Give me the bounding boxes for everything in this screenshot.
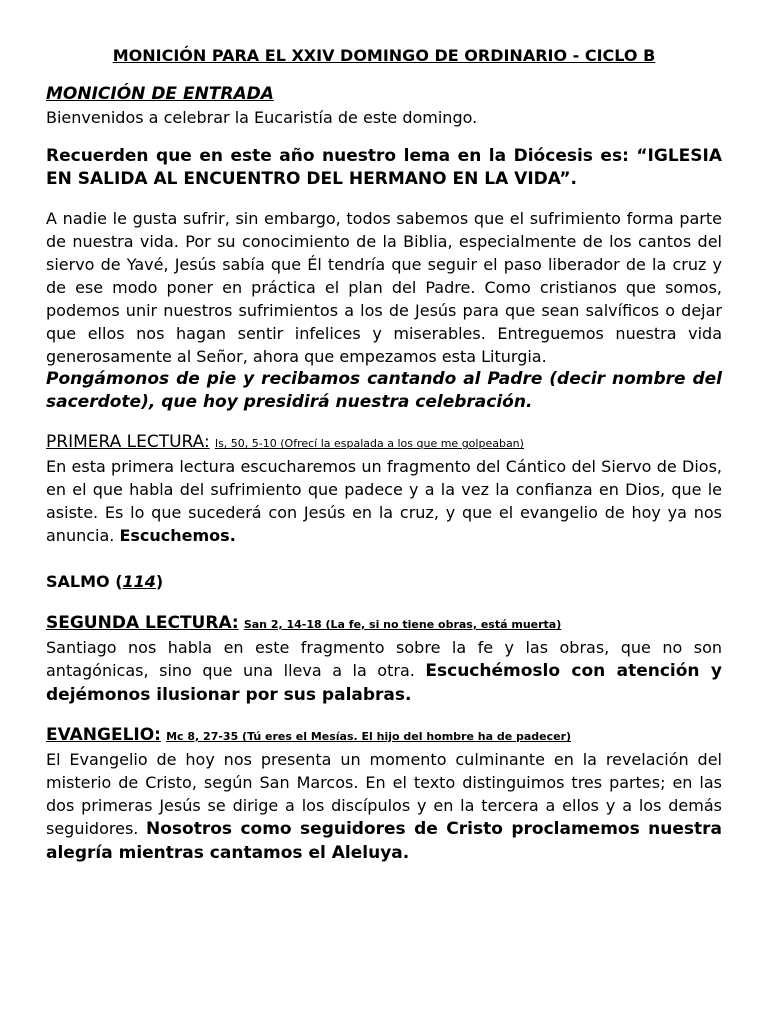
evangelio-reference: Mc 8, 27-35 (Tú eres el Mesías. El hijo del hombre ha de padecer) bbox=[166, 730, 572, 743]
evangelio-body-paragraph bbox=[46, 748, 722, 865]
document-title: MONICIÓN PARA EL XXIV DOMINGO DE ORDINARIO - CICLO B bbox=[112, 46, 656, 65]
entrada-invitation: Pongámonos de pie y recibamos cantando al Padre (decir nombre del sacerdote), que hoy presidirá nuestra celebración. bbox=[46, 369, 722, 412]
document-page bbox=[46, 44, 722, 865]
section-entrada bbox=[46, 83, 722, 414]
entrada-body: A nadie le gusta sufrir, sin embargo, todos sabemos que el sufrimiento forma parte de nuestra vida. Por su conocimiento de la Biblia, especialmente de los cantos del siervo de Yavé, Jesús sabía que Él tendría que seguir el paso liberador de la cruz y de ese modo poner en práctica el plan del Padre. Como cristianos que somos, podemos unir nuestros sufrimientos a los de Jesús para que sean salvíficos o dejar que ellos nos hagan sentir infelices y miserables. Entreguemos nuestra vida generosamente al Señor, ahora que empezamos esta Liturgia. bbox=[46, 209, 722, 366]
evangelio-heading-line bbox=[46, 723, 722, 748]
segunda-reference: San 2, 14-18 (La fe, si no tiene obras, está muerta) bbox=[243, 618, 562, 631]
section-primera-lectura bbox=[46, 430, 722, 547]
segunda-heading: SEGUNDA LECTURA: bbox=[46, 613, 239, 633]
section-salmo bbox=[46, 570, 722, 593]
evangelio-closing: Nosotros como seguidores de Cristo proclamemos nuestra alegría mientras cantamos el Aleluya. bbox=[46, 819, 722, 863]
evangelio-body: El Evangelio de hoy nos presenta un momento culminante en la revelación del misterio de Cristo, según San Marcos. En el texto distinguimos tres partes; en las dos primeras Jesús se dirige a los discípulos y en la tercera a ellos y a los demás seguidores. bbox=[46, 750, 722, 838]
entrada-welcome: Bienvenidos a celebrar la Eucaristía de este domingo. bbox=[46, 108, 478, 127]
section-evangelio bbox=[46, 723, 722, 865]
primera-reference: Is, 50, 5-10 (Ofrecí la espalada a los que me golpeaban) bbox=[214, 437, 524, 450]
primera-body-paragraph bbox=[46, 455, 722, 547]
segunda-heading-line bbox=[46, 611, 722, 636]
segunda-closing: Escuchémoslo con atención y dejémonos ilusionar por sus palabras. bbox=[46, 661, 722, 705]
salmo-label: SALMO ( bbox=[46, 572, 123, 591]
segunda-body-paragraph bbox=[46, 636, 722, 707]
salmo-close: ) bbox=[155, 572, 164, 591]
entrada-lema: Recuerden que en este año nuestro lema en la Diócesis es: “IGLESIA EN SALIDA AL ENCUENTRO DEL HERMANO EN LA VIDA”. bbox=[46, 146, 722, 189]
evangelio-heading: EVANGELIO: bbox=[46, 725, 161, 745]
primera-body: En esta primera lectura escucharemos un fragmento del Cántico del Siervo de Dios, en el que habla del sufrimiento que padece y a la vez la confianza en Dios, que le asiste. Es lo que sucederá con Jesús en la cruz, y que el evangelio de hoy ya nos anuncia. bbox=[46, 457, 722, 545]
section-segunda-lectura bbox=[46, 611, 722, 707]
primera-heading: PRIMERA LECTURA: bbox=[46, 432, 210, 452]
primera-heading-line bbox=[46, 430, 722, 455]
primera-closing: Escuchemos. bbox=[119, 526, 236, 545]
salmo-number: 114 bbox=[122, 572, 156, 591]
entrada-heading: MONICIÓN DE ENTRADA bbox=[46, 84, 274, 104]
segunda-body: Santiago nos habla en este fragmento sobre la fe y las obras, que no son antagónicas, sino que una lleva a la otra. bbox=[46, 638, 722, 680]
